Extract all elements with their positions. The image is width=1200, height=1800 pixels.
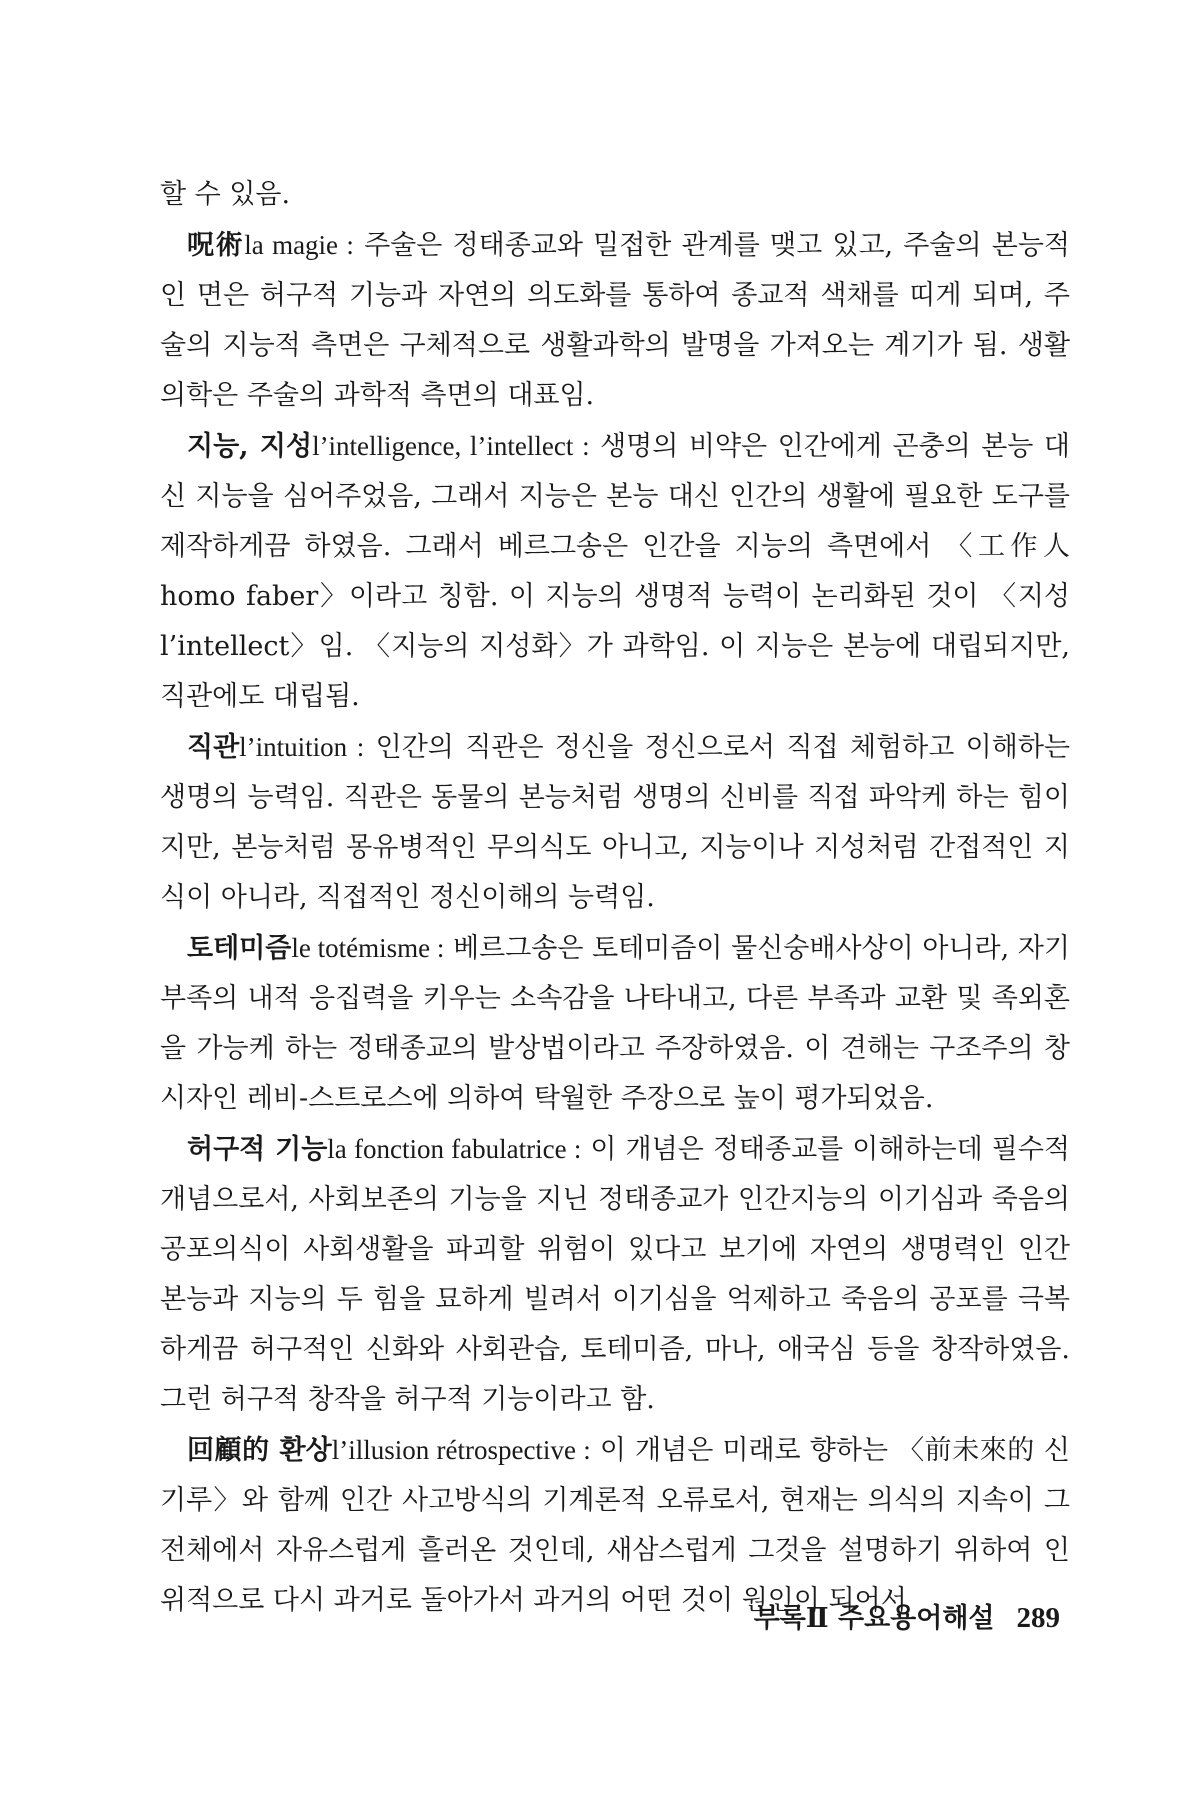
entry-body: 생명의 비약은 인간에게 곤충의 본능 대신 지능을 심어주었음, 그래서 지능은 본능 대신 인간의 생활에 필요한 도구를 제작하게끔 하였음. 그래서 베르그송은 인간을 지능의 측면에서 〈工作人 homo faber〉이라고 칭함. 이 지능의 생명적 능력이 논리화된 것이 〈지성 l’intellect〉임. 〈지능의 지성화〉가 과학임. 이 지능은 본능에 대립되지만, 직관에도 대립됨. [160, 431, 1070, 712]
body-text [160, 170, 1070, 1626]
page-footer [754, 1596, 1060, 1635]
entry-term: 토테미즘 [187, 933, 292, 964]
entry-term: 직관 [187, 732, 240, 763]
entry-term: 回顧的 환상 [187, 1435, 332, 1466]
running-footer-section: 부록Ⅱ 주요용어해설 [753, 1603, 995, 1634]
entry-latin: l’intelligence, l’intellect : [312, 431, 590, 461]
entry-term: 지능, 지성 [187, 431, 313, 462]
page-number: 289 [1016, 1602, 1060, 1634]
entry-body: 인간의 직관은 정신을 정신으로서 직접 체험하고 이해하는 생명의 능력임. 직관은 동물의 본능처럼 생명의 신비를 직접 파악케 하는 힘이지만, 본능처럼 몽유병적인 무의식도 아니고, 지능이나 지성처럼 간접적인 지식이 아니라, 직접적인 정신이해의 능력임. [160, 732, 1070, 913]
glossary-entry-intelligence [160, 421, 1070, 722]
entry-latin: la fonction fabulatrice : [327, 1134, 582, 1164]
entry-latin: le totémisme : [291, 933, 445, 963]
glossary-entry-totemisme [160, 923, 1070, 1124]
entry-latin: l’illusion rétrospective : [331, 1435, 591, 1465]
entry-latin: l’intuition : [239, 732, 365, 762]
entry-latin: la magie : [244, 230, 354, 260]
entry-body: 이 개념은 정태종교를 이해하는데 필수적 개념으로서, 사회보존의 기능을 지닌 정태종교가 인간지능의 이기심과 죽음의 공포의식이 사회생활을 파괴할 위험이 있다고 보기에 자연의 생명력인 인간 본능과 지능의 두 힘을 묘하게 빌려서 이기심을 억제하고 죽음의 공포를 극복하게끔 허구적인 신화와 사회관습, 토테미즘, 마나, 애국심 등을 창작하였음. 그런 허구적 창작을 허구적 기능이라고 함. [160, 1134, 1071, 1415]
glossary-entry-intuition [160, 722, 1070, 923]
entry-body: 주술은 정태종교와 밀접한 관계를 맺고 있고, 주술의 본능적인 면은 허구적 기능과 자연의 의도화를 통하여 종교적 색채를 띠게 되며, 주술의 지능적 측면은 구체적으로 생활과학의 발명을 가져오는 계기가 됨. 생활의학은 주술의 과학적 측면의 대표임. [160, 230, 1070, 411]
entry-body: 베르그송은 토테미즘이 물신숭배사상이 아니라, 자기 부족의 내적 응집력을 키우는 소속감을 나타내고, 다른 부족과 교환 및 족외혼을 가능케 하는 정태종교의 발상법이라고 주장하였음. 이 견해는 구조주의 창시자인 레비-스트로스에 의하여 탁월한 주장으로 높이 평가되었음. [160, 933, 1070, 1114]
glossary-entry-fonction-fabulatrice [160, 1124, 1070, 1425]
entry-term: 허구적 기능 [187, 1134, 328, 1165]
entry-term: 呪術 [187, 230, 245, 261]
continuation-line: 할 수 있음. [160, 179, 291, 210]
entry-body: 이 개념은 미래로 향하는 〈前未來的 신기루〉와 함께 인간 사고방식의 기계론적 오류로서, 현재는 의식의 지속이 그 전체에서 자유스럽게 흘러온 것인데, 새삼스럽게 그것을 설명하기 위하여 인위적으로 다시 과거로 돌아가서 과거의 어떤 것이 원인이 되어서 [160, 1435, 1070, 1616]
glossary-entry-magie [160, 220, 1070, 421]
